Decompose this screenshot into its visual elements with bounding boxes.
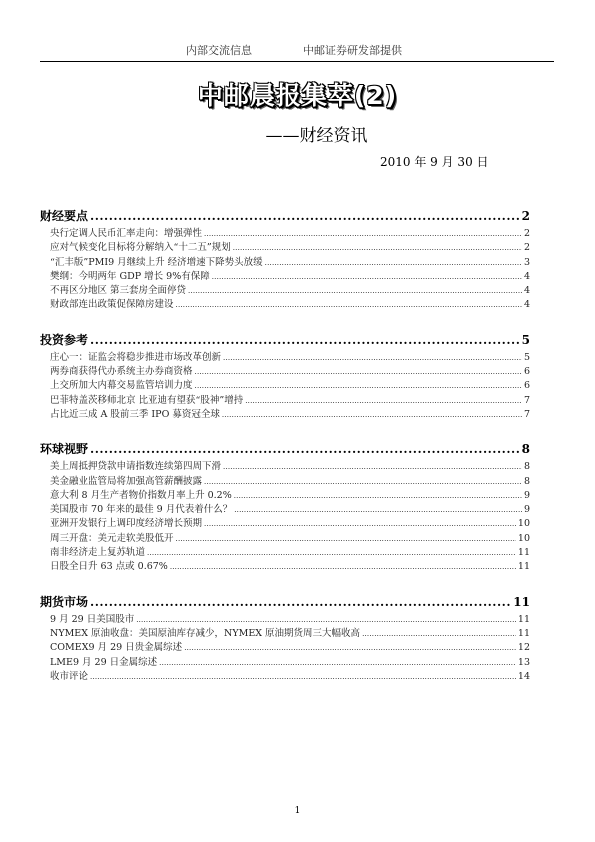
toc-entry[interactable] — [40, 268, 530, 282]
toc-entry[interactable] — [40, 377, 530, 391]
toc-entry-title: 亚洲开发银行上调印度经济增长预期 — [50, 518, 203, 530]
toc-section-heading[interactable] — [40, 440, 530, 458]
toc-entry-page: 8 — [523, 475, 530, 487]
toc-entry-page: 6 — [523, 380, 530, 392]
toc-leader-dots — [176, 299, 522, 310]
toc-entry-page: 9 — [523, 504, 530, 516]
toc-entry-page: 10 — [517, 532, 530, 544]
toc-entry-title: 应对气候变化目标将分解纳入“十二五”规划 — [50, 242, 231, 254]
toc-entry-title: COMEX9 月 29 日贵金属综述 — [50, 642, 183, 654]
document-subtitle — [0, 121, 595, 146]
toc-entry-title: 两券商获得代办系统主办券商资格 — [50, 366, 193, 378]
subtitle-text: ——财经资讯 — [265, 126, 368, 146]
toc-leader-dots — [90, 671, 516, 682]
toc-entry-title: “汇丰版”PMI9 月继续上升 经济增速下降势头放缓 — [50, 256, 263, 268]
toc-leader-dots — [176, 533, 516, 544]
toc-leader-dots — [204, 518, 516, 529]
toc-leader-dots — [265, 257, 522, 268]
header-right-text: 中邮证券研发部提供 — [303, 44, 402, 57]
toc-entry-page: 2 — [523, 242, 530, 254]
toc-leader-dots — [147, 547, 516, 558]
toc-entry[interactable] — [40, 639, 530, 653]
toc-leader-dots — [222, 409, 522, 420]
toc-leader-dots — [195, 366, 522, 377]
toc-entry[interactable] — [40, 458, 530, 472]
toc-entry[interactable] — [40, 611, 530, 625]
toc-section-page: 11 — [513, 594, 530, 609]
toc-entry-title: 美国股市 70 年来的最佳 9 月代表着什么？ — [50, 504, 233, 516]
toc-entry-title: 美金融业监管局将加强高管薪酬披露 — [50, 475, 203, 487]
toc-entry-page: 4 — [523, 285, 530, 297]
toc-leader-dots — [362, 628, 516, 639]
section-spacer — [40, 311, 530, 331]
toc-entry-title: 财政部连出政策促保障房建设 — [50, 299, 174, 311]
toc-entry[interactable] — [40, 558, 530, 572]
document-title: 中邮晨报集萃(2) — [197, 81, 398, 110]
toc-entry-page: 9 — [523, 489, 530, 501]
toc-section-title: 投资参考 — [40, 332, 89, 347]
toc-leader-dots — [223, 461, 522, 472]
toc-entry-page: 8 — [523, 461, 530, 473]
section-spacer — [40, 420, 530, 440]
toc-entry[interactable] — [40, 296, 530, 310]
toc-entry[interactable] — [40, 654, 530, 668]
header-left-text: 内部交流信息 — [186, 44, 252, 57]
toc-entry-title: 央行定调人民币汇率走向：增强弹性 — [50, 228, 203, 239]
toc-entry-title: 上交所加大内幕交易监管培训力度 — [50, 380, 193, 392]
toc-entry[interactable] — [40, 282, 530, 296]
toc-entry-page: 11 — [517, 561, 530, 573]
toc-leader-dots — [195, 380, 522, 391]
page-number: 1 — [294, 806, 301, 816]
toc-entry-title: 日股全日升 63 点或 0.67% — [50, 561, 168, 573]
toc-section-title: 期货市场 — [40, 594, 89, 609]
toc-entry-page: 11 — [517, 547, 530, 559]
toc-entry-title: 庄心一：证监会将稳步推进市场改革创新 — [50, 351, 222, 363]
section-spacer — [40, 573, 530, 593]
toc-entry[interactable] — [40, 625, 530, 639]
toc-leader-dots — [90, 442, 520, 456]
toc-entry-page: 14 — [517, 670, 530, 682]
toc-entry-page: 4 — [523, 299, 530, 311]
toc-leader-dots — [90, 209, 520, 223]
toc-entry[interactable] — [40, 544, 530, 558]
toc-entry[interactable] — [40, 363, 530, 377]
toc-entry-page: 3 — [523, 256, 530, 268]
toc-entry-title: 樊纲：今明两年 GDP 增长 9%有保障 — [50, 270, 210, 282]
toc-section-title: 环球视野 — [40, 442, 89, 457]
toc-leader-dots — [233, 242, 522, 253]
toc-entry[interactable] — [40, 392, 530, 406]
toc-leader-dots — [223, 352, 522, 363]
toc-entry[interactable] — [40, 515, 530, 529]
toc-section-page: 8 — [521, 442, 530, 457]
toc-entry-page: 11 — [517, 613, 530, 625]
toc-leader-dots — [188, 285, 522, 296]
table-of-contents — [40, 207, 530, 682]
toc-entry[interactable] — [40, 473, 530, 487]
toc-entry-page: 5 — [523, 351, 530, 363]
toc-leader-dots — [245, 395, 522, 406]
toc-entry[interactable] — [40, 254, 530, 268]
toc-section-heading[interactable] — [40, 331, 530, 349]
toc-section-title: 财经要点 — [40, 209, 89, 223]
toc-entry[interactable] — [40, 406, 530, 420]
toc-entry[interactable] — [40, 225, 530, 239]
toc-leader-dots — [136, 614, 516, 625]
toc-entry[interactable] — [40, 239, 530, 253]
toc-entry-page: 13 — [517, 656, 530, 668]
toc-entry-title: 占比近三成 A 股前三季 IPO 募资冠全球 — [50, 408, 220, 420]
toc-entry-title: 周三开盘：美元走软美股低开 — [50, 532, 174, 544]
toc-entry-page: 2 — [523, 228, 530, 239]
toc-leader-dots — [204, 228, 522, 239]
toc-leader-dots — [184, 642, 516, 653]
toc-entry-title: 不再区分地区 第三套房全面停贷 — [50, 285, 187, 297]
toc-entry[interactable] — [40, 501, 530, 515]
document-date: 2010 年 9 月 30 日 — [380, 155, 489, 169]
toc-entry-page: 6 — [523, 366, 530, 378]
toc-section-page: 5 — [521, 332, 530, 347]
toc-leader-dots — [159, 657, 516, 668]
toc-entry-title: 收市评论 — [50, 670, 89, 682]
toc-entry-page: 7 — [523, 408, 530, 420]
toc-entry-title: 南非经济走上复苏轨道 — [50, 547, 146, 559]
toc-leader-dots — [234, 490, 522, 501]
toc-leader-dots — [170, 561, 516, 572]
toc-entry-title: NYMEX 原油收盘：美国原油库存减少，NYMEX 原油期货周三大幅收高 — [50, 627, 361, 639]
toc-section-page: 2 — [521, 209, 530, 223]
toc-entry-title: 意大利 8 月生产者物价指数月率上升 0.2% — [50, 489, 232, 501]
toc-leader-dots — [234, 504, 522, 515]
toc-entry-page: 10 — [517, 518, 530, 530]
toc-entry-title: 美上周抵押贷款申请指数连续第四周下滑 — [50, 461, 222, 473]
toc-entry[interactable] — [40, 530, 530, 544]
toc-entry-page: 7 — [523, 394, 530, 406]
toc-entry[interactable] — [40, 668, 530, 682]
toc-leader-dots — [90, 595, 511, 609]
toc-section-heading[interactable] — [40, 593, 530, 611]
toc-entry-page: 11 — [517, 627, 530, 639]
toc-entry-title: 9 月 29 日美国股市 — [50, 613, 135, 625]
toc-entry-title: LME9 月 29 日金属综述 — [50, 656, 158, 668]
toc-leader-dots — [212, 271, 522, 282]
toc-leader-dots — [204, 476, 522, 487]
toc-entry-title: 巴菲特盖茨移师北京 比亚迪有望获“股神”增持 — [50, 394, 244, 406]
toc-entry-page: 12 — [517, 642, 530, 654]
toc-entry[interactable] — [40, 487, 530, 501]
toc-entry-page: 4 — [523, 270, 530, 282]
toc-entry[interactable] — [40, 349, 530, 363]
toc-section-heading[interactable] — [40, 207, 530, 225]
page-header — [40, 39, 554, 62]
toc-leader-dots — [90, 333, 520, 347]
